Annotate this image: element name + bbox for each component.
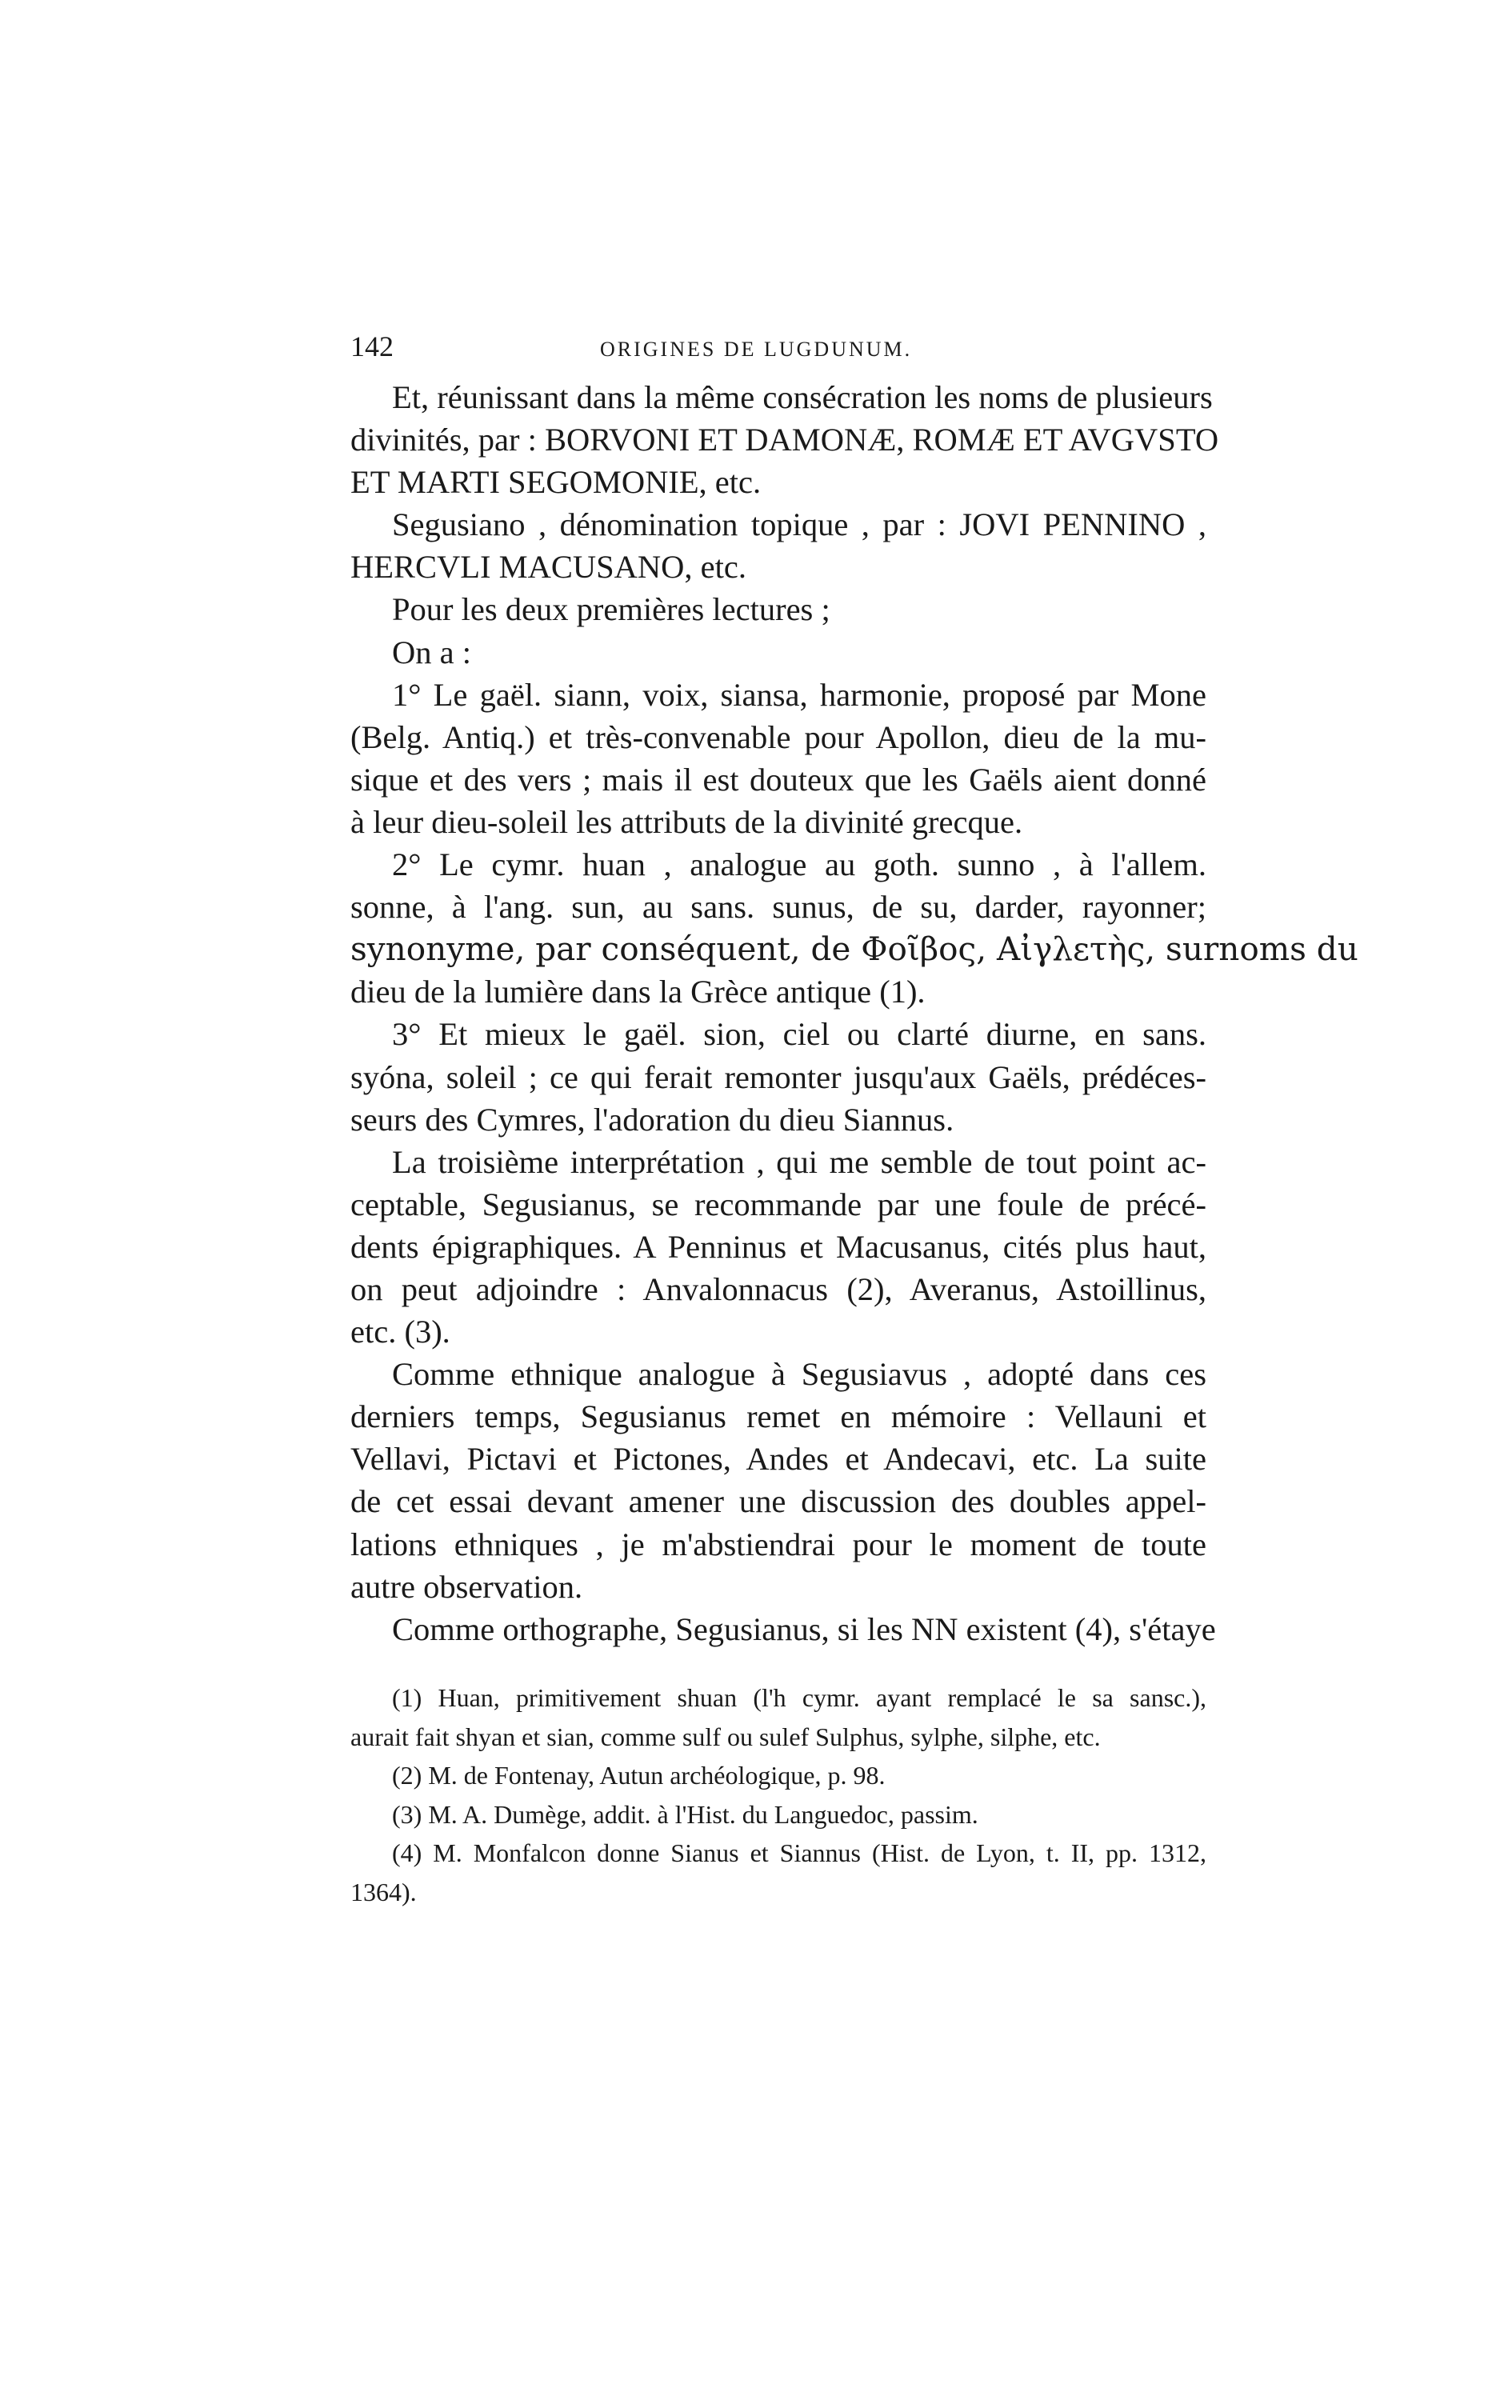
text-line: à leur dieu-soleil les attributs de la divinité grecque. [350,803,1023,840]
text-line: lations ethniques , je m'abstiendrai pour le moment de toute [350,1526,1206,1562]
footnote-line: 1364). [350,1877,417,1906]
text-line: Comme ethnique analogue à Segusiavus , adopté dans ces [392,1356,1206,1393]
text-line: divinités, par : BORVONI ET DAMONÆ, ROMÆ ET AVGVSTO [350,422,1219,458]
text-line: Pour les deux premières lectures ; [392,591,830,628]
text-line: synonyme, par conséquent, de Φοῖβος, Αἰγλετὴς, surnoms du [350,930,1358,969]
text-line: (Belg. Antiq.) et très-convenable pour Apollon, dieu de la mu- [350,718,1206,755]
text-line: On a : [392,634,471,670]
text-line: ceptable, Segusianus, se recommande par une foule de précé- [350,1186,1206,1222]
text-line: de cet essai devant amener une discussion des doubles appel- [350,1483,1206,1520]
text-line: seurs des Cymres, l'adoration du dieu Siannus. [350,1101,954,1138]
text-line: derniers temps, Segusianus remet en mémoire : Vellauni et [350,1398,1206,1435]
running-head: ORIGINES DE LUGDUNUM. [600,338,913,361]
text-line: dieu de la lumière dans la Grèce antique (1). [350,974,926,1010]
text-line: 2° Le cymr. huan , analogue au goth. sunno , à l'allem. [392,846,1206,883]
text-line: syóna, soleil ; ce qui ferait remonter jusqu'aux Gaëls, prédéces- [350,1058,1206,1095]
footnote-line: (1) Huan, primitivement shuan (l'h cymr. ayant remplacé le sa sansc.), [392,1683,1206,1712]
text-line: on peut adjoindre : Anvalonnacus (2), Averanus, Astoillinus, [350,1270,1206,1307]
page-header [350,330,1206,370]
text-line: 1° Le gaël. siann, voix, siansa, harmonie, proposé par Mone [392,676,1206,713]
footnote-line: (4) M. Monfalcon donne Sianus et Siannus (Hist. de Lyon, t. II, pp. 1312, [392,1838,1206,1867]
text-line: 3° Et mieux le gaël. sion, ciel ou clarté diurne, en sans. [392,1016,1206,1053]
text-line: Segusiano , dénomination topique , par : JOVI PENNINO , [392,506,1206,543]
body-text [350,376,1358,1650]
footnotes [350,1678,1206,1911]
footnote-line: (2) M. de Fontenay, Autun archéologique, p. 98. [392,1761,886,1790]
footnote-line: aurait fait shyan et sian, comme sulf ou sulef Sulphus, sylphe, silphe, etc. [350,1722,1101,1751]
text-line: La troisième interprétation , qui me semble de tout point ac- [392,1143,1206,1180]
text-line: etc. (3). [350,1314,450,1350]
text-line: sonne, à l'ang. sun, au sans. sunus, de su, darder, rayonner; [350,889,1206,926]
text-line: Vellavi, Pictavi et Pictones, Andes et Andecavi, etc. La suite [350,1441,1206,1478]
text-line: autre observation. [350,1568,583,1605]
text-line: dents épigraphiques. A Penninus et Macusanus, cités plus haut, [350,1228,1206,1265]
text-line: HERCVLI MACUSANO, etc. [350,549,746,586]
text-line: Et, réunissant dans la même consécration les noms de plusieurs [392,379,1213,415]
footnote-line: (3) M. A. Dumège, addit. à l'Hist. du Languedoc, passim. [392,1799,978,1829]
text-line: Comme orthographe, Segusianus, si les NN existent (4), s'étaye [392,1610,1216,1647]
text-line: sique et des vers ; mais il est douteux que les Gaëls aient donné [350,761,1206,798]
page-number: 142 [350,330,394,362]
text-line: ET MARTI SEGOMONIE, etc. [350,464,762,501]
